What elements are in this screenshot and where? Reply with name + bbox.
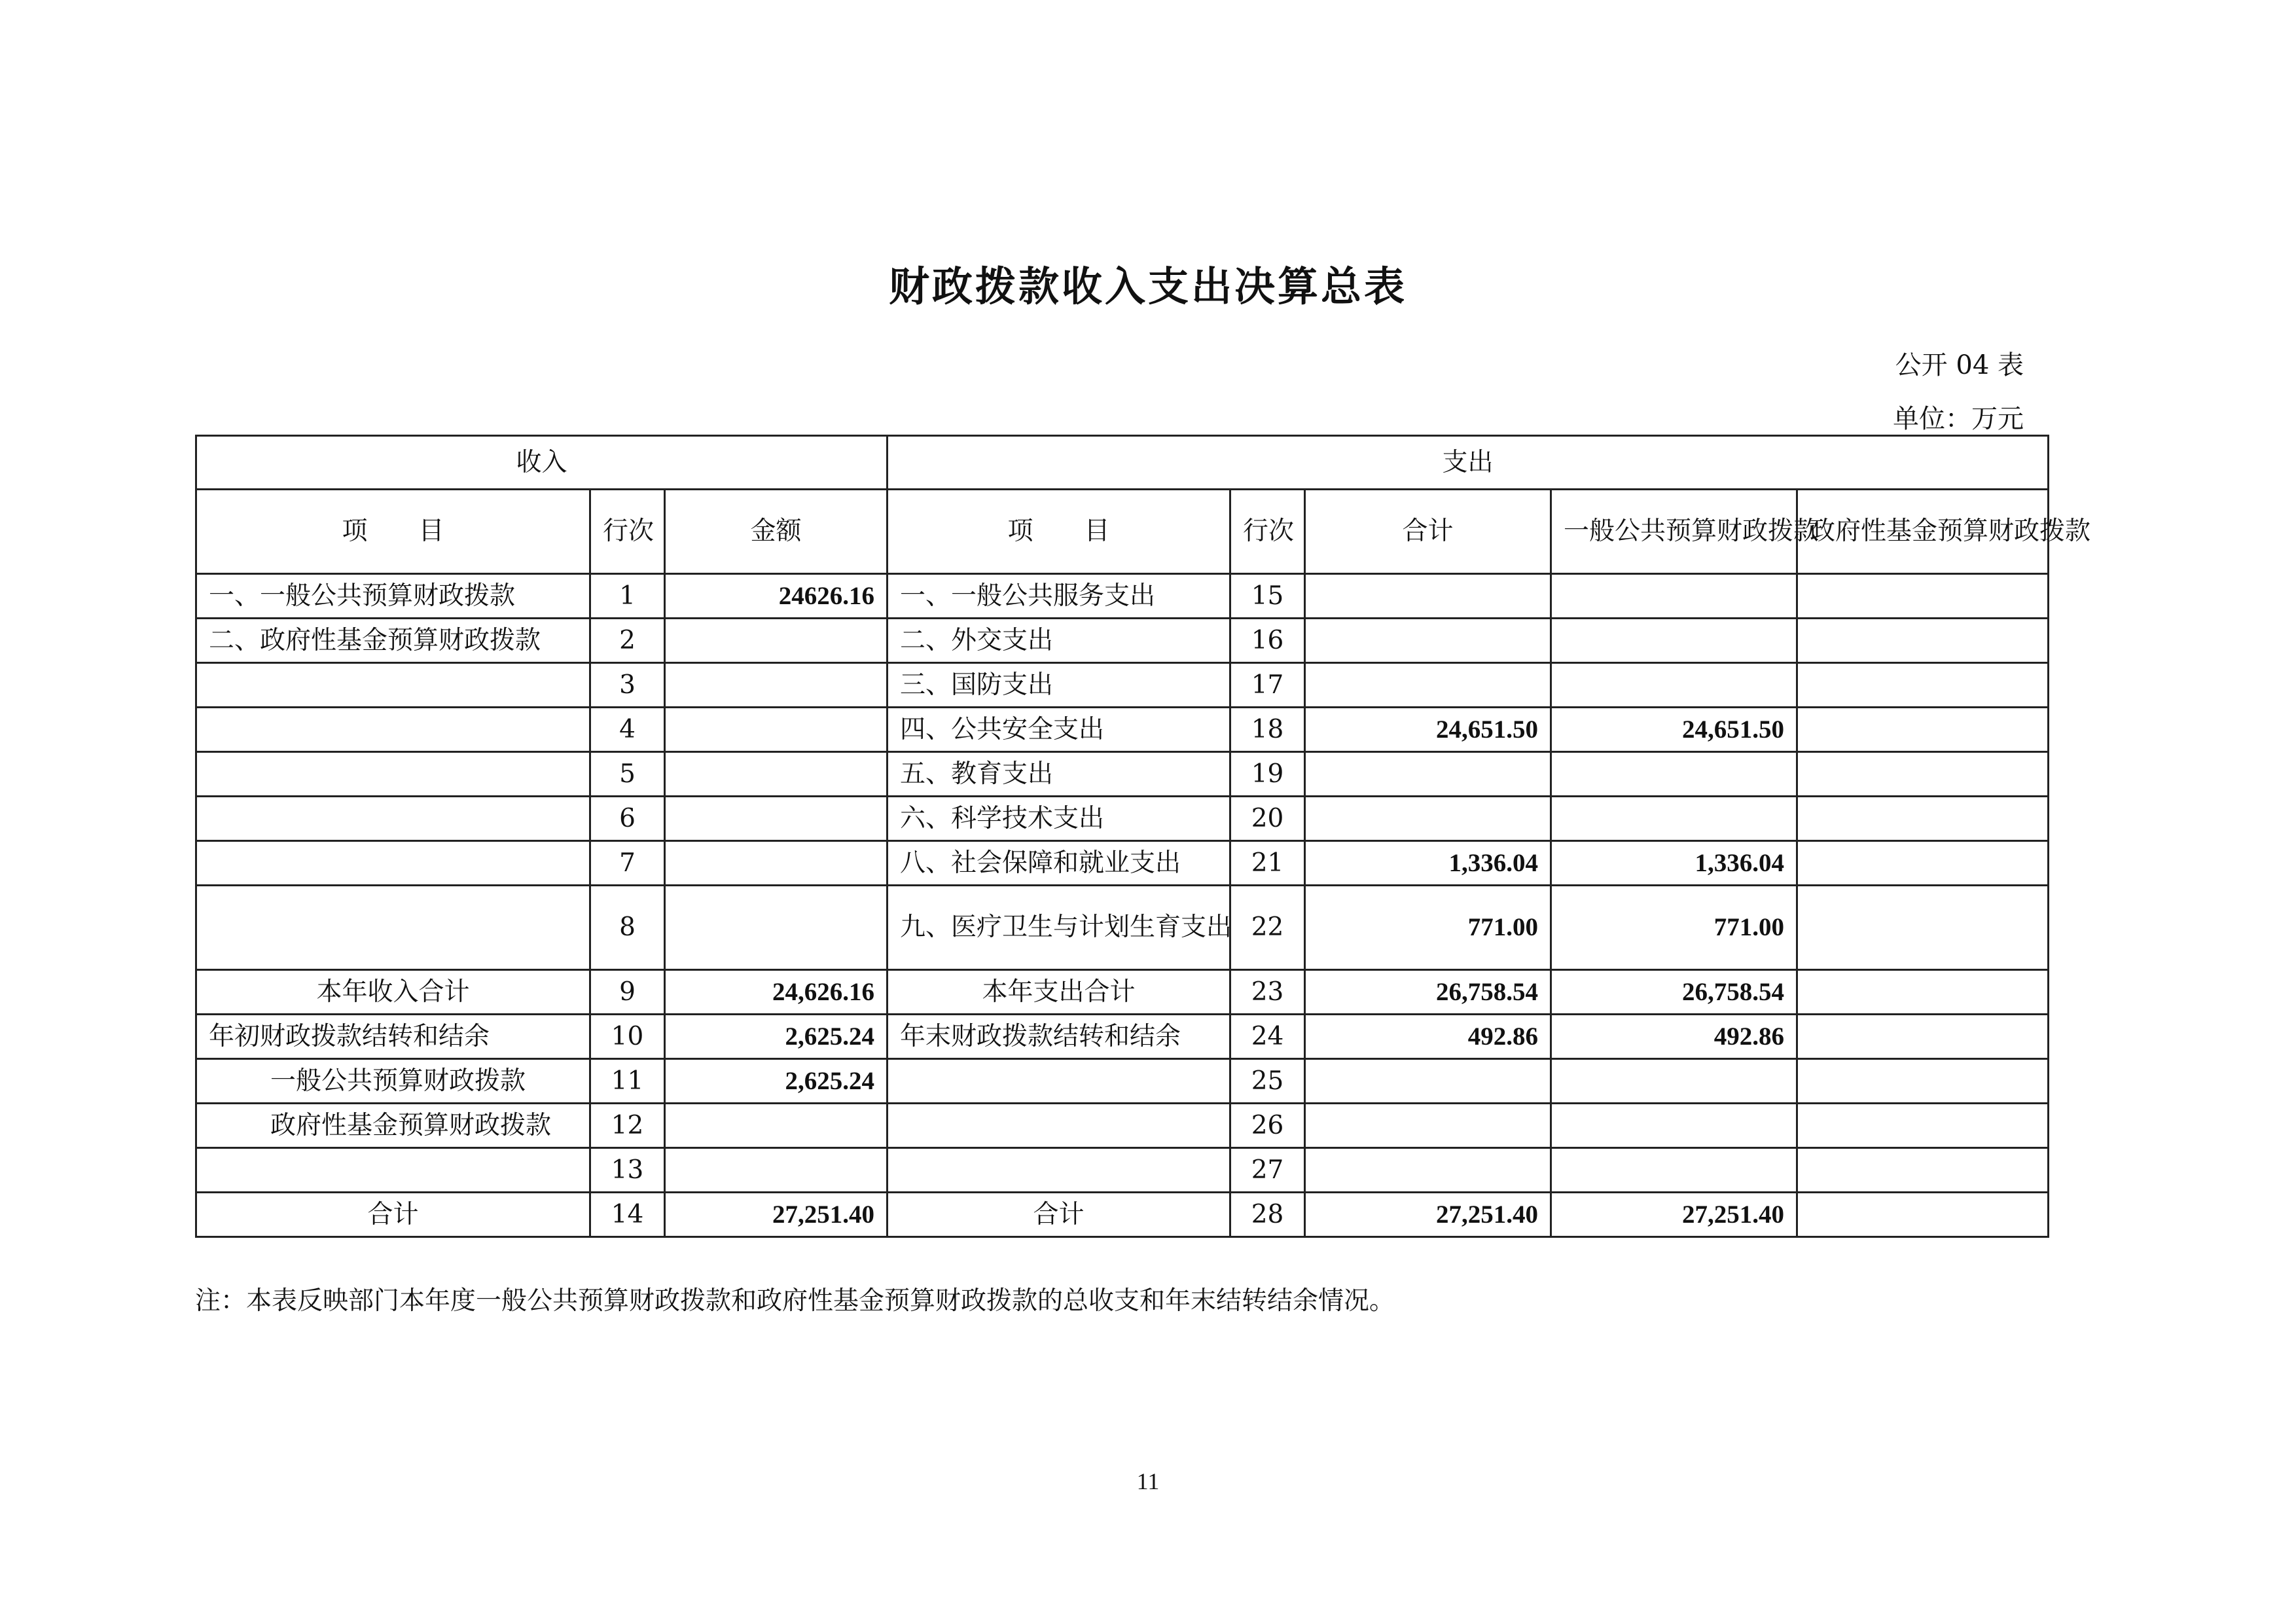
income-row-no: 12 (590, 1104, 665, 1148)
expense-item (888, 1059, 1230, 1104)
income-item: 一、一般公共预算财政拨款 (196, 574, 590, 619)
income-amount (665, 841, 888, 886)
expense-gov-fund (1797, 970, 2049, 1015)
income-amount (665, 752, 888, 797)
income-row-no: 8 (590, 886, 665, 970)
income-item (196, 886, 590, 970)
expense-gov-fund (1797, 619, 2049, 663)
expense-total (1305, 1148, 1551, 1193)
income-row-no: 9 (590, 970, 665, 1015)
expense-total (1305, 619, 1551, 663)
income-row-no: 5 (590, 752, 665, 797)
expense-gov-fund (1797, 1148, 2049, 1193)
expense-total (1305, 1104, 1551, 1148)
expense-item: 一、一般公共服务支出 (888, 574, 1230, 619)
income-item: 合计 (196, 1193, 590, 1237)
expense-row-no: 19 (1230, 752, 1305, 797)
table-row (196, 574, 2049, 619)
expense-general-budget (1551, 574, 1797, 619)
header-expense-row-no: 行次 (1230, 490, 1305, 574)
expense-total: 771.00 (1305, 886, 1551, 970)
section-income: 收入 (196, 436, 888, 490)
table-row (196, 841, 2049, 886)
income-item (196, 1148, 590, 1193)
expense-row-no: 20 (1230, 797, 1305, 841)
expense-general-budget (1551, 619, 1797, 663)
page-number: 11 (1136, 1468, 1160, 1494)
expense-general-budget: 26,758.54 (1551, 970, 1797, 1015)
income-item (196, 663, 590, 708)
expense-item (888, 1148, 1230, 1193)
income-item: 二、政府性基金预算财政拨款 (196, 619, 590, 663)
header-expense-item: 项 目 (888, 490, 1230, 574)
income-item (196, 841, 590, 886)
expense-total: 24,651.50 (1305, 708, 1551, 752)
header-income-item: 项 目 (196, 490, 590, 574)
expense-item: 合计 (888, 1193, 1230, 1237)
expense-row-no: 18 (1230, 708, 1305, 752)
income-amount: 2,625.24 (665, 1015, 888, 1059)
table-row (196, 619, 2049, 663)
table-row (196, 708, 2049, 752)
table-row (196, 1193, 2049, 1237)
expense-row-no: 16 (1230, 619, 1305, 663)
header-gov-fund: 政府性基金预算财政拨款 (1797, 490, 2049, 574)
expense-gov-fund (1797, 1015, 2049, 1059)
unit-label: 单位：万元 (1893, 404, 2024, 434)
column-header-row (196, 490, 2049, 574)
expense-row-no: 21 (1230, 841, 1305, 886)
expense-total: 26,758.54 (1305, 970, 1551, 1015)
income-row-no: 1 (590, 574, 665, 619)
expense-gov-fund (1797, 1059, 2049, 1104)
income-row-no: 13 (590, 1148, 665, 1193)
section-header-row (196, 436, 2049, 490)
table-row (196, 1059, 2049, 1104)
income-amount (665, 797, 888, 841)
income-item: 政府性基金预算财政拨款 (196, 1104, 590, 1148)
expense-general-budget (1551, 663, 1797, 708)
income-amount (665, 708, 888, 752)
expense-item: 八、社会保障和就业支出 (888, 841, 1230, 886)
expense-general-budget: 1,336.04 (1551, 841, 1797, 886)
income-item (196, 708, 590, 752)
income-item: 年初财政拨款结转和结余 (196, 1015, 590, 1059)
income-item (196, 752, 590, 797)
expense-total (1305, 752, 1551, 797)
table-row (196, 752, 2049, 797)
income-amount: 24,626.16 (665, 970, 888, 1015)
income-item: 一般公共预算财政拨款 (196, 1059, 590, 1104)
expense-total (1305, 663, 1551, 708)
expense-row-no: 22 (1230, 886, 1305, 970)
income-item: 本年收入合计 (196, 970, 590, 1015)
expense-general-budget: 771.00 (1551, 886, 1797, 970)
expense-row-no: 24 (1230, 1015, 1305, 1059)
expense-gov-fund (1797, 1104, 2049, 1148)
expense-item: 六、科学技术支出 (888, 797, 1230, 841)
expense-general-budget (1551, 1148, 1797, 1193)
expense-item: 年末财政拨款结转和结余 (888, 1015, 1230, 1059)
expense-row-no: 15 (1230, 574, 1305, 619)
expense-item: 三、国防支出 (888, 663, 1230, 708)
income-row-no: 6 (590, 797, 665, 841)
expense-row-no: 26 (1230, 1104, 1305, 1148)
header-general-budget: 一般公共预算财政拨款 (1551, 490, 1797, 574)
expense-total: 492.86 (1305, 1015, 1551, 1059)
income-amount (665, 1104, 888, 1148)
income-amount: 2,625.24 (665, 1059, 888, 1104)
expense-gov-fund (1797, 797, 2049, 841)
expense-gov-fund (1797, 841, 2049, 886)
expense-general-budget (1551, 752, 1797, 797)
income-amount: 24626.16 (665, 574, 888, 619)
expense-row-no: 17 (1230, 663, 1305, 708)
income-row-no: 14 (590, 1193, 665, 1237)
income-row-no: 10 (590, 1015, 665, 1059)
income-row-no: 11 (590, 1059, 665, 1104)
income-row-no: 3 (590, 663, 665, 708)
expense-item (888, 1104, 1230, 1148)
table-row (196, 1104, 2049, 1148)
income-row-no: 4 (590, 708, 665, 752)
form-number: 公开 04 表 (1895, 350, 2024, 380)
header-income-row-no: 行次 (590, 490, 665, 574)
table-row (196, 797, 2049, 841)
expense-general-budget (1551, 1059, 1797, 1104)
section-expense: 支出 (888, 436, 2049, 490)
expense-general-budget: 24,651.50 (1551, 708, 1797, 752)
table-row (196, 970, 2049, 1015)
expense-total (1305, 797, 1551, 841)
expense-item: 五、教育支出 (888, 752, 1230, 797)
expense-row-no: 28 (1230, 1193, 1305, 1237)
expense-total (1305, 574, 1551, 619)
expense-general-budget: 492.86 (1551, 1015, 1797, 1059)
expense-item: 本年支出合计 (888, 970, 1230, 1015)
income-row-no: 7 (590, 841, 665, 886)
expense-gov-fund (1797, 663, 2049, 708)
expense-gov-fund (1797, 886, 2049, 970)
expense-total: 1,336.04 (1305, 841, 1551, 886)
table-row (196, 1148, 2049, 1193)
expense-row-no: 27 (1230, 1148, 1305, 1193)
income-amount (665, 1148, 888, 1193)
income-item (196, 797, 590, 841)
expense-gov-fund (1797, 752, 2049, 797)
page-title: 财政拨款收入支出决算总表 (888, 262, 1407, 310)
header-expense-total: 合计 (1305, 490, 1551, 574)
table-note: 注：本表反映部门本年度一般公共预算财政拨款和政府性基金预算财政拨款的总收支和年末结转结余情况。 (195, 1286, 1395, 1316)
expense-gov-fund (1797, 574, 2049, 619)
expense-gov-fund (1797, 708, 2049, 752)
table-row (196, 1015, 2049, 1059)
expense-row-no: 23 (1230, 970, 1305, 1015)
expense-general-budget (1551, 797, 1797, 841)
expense-total: 27,251.40 (1305, 1193, 1551, 1237)
expense-item: 九、医疗卫生与计划生育支出 (888, 886, 1230, 970)
expense-general-budget (1551, 1104, 1797, 1148)
expense-item: 二、外交支出 (888, 619, 1230, 663)
expense-gov-fund (1797, 1193, 2049, 1237)
income-amount (665, 619, 888, 663)
expense-general-budget: 27,251.40 (1551, 1193, 1797, 1237)
income-row-no: 2 (590, 619, 665, 663)
expense-item: 四、公共安全支出 (888, 708, 1230, 752)
income-amount (665, 663, 888, 708)
income-amount (665, 886, 888, 970)
fiscal-appropriation-table (195, 435, 2091, 1238)
expense-row-no: 25 (1230, 1059, 1305, 1104)
table-row (196, 886, 2049, 970)
income-amount: 27,251.40 (665, 1193, 888, 1237)
table-row (196, 663, 2049, 708)
expense-total (1305, 1059, 1551, 1104)
header-income-amount: 金额 (665, 490, 888, 574)
